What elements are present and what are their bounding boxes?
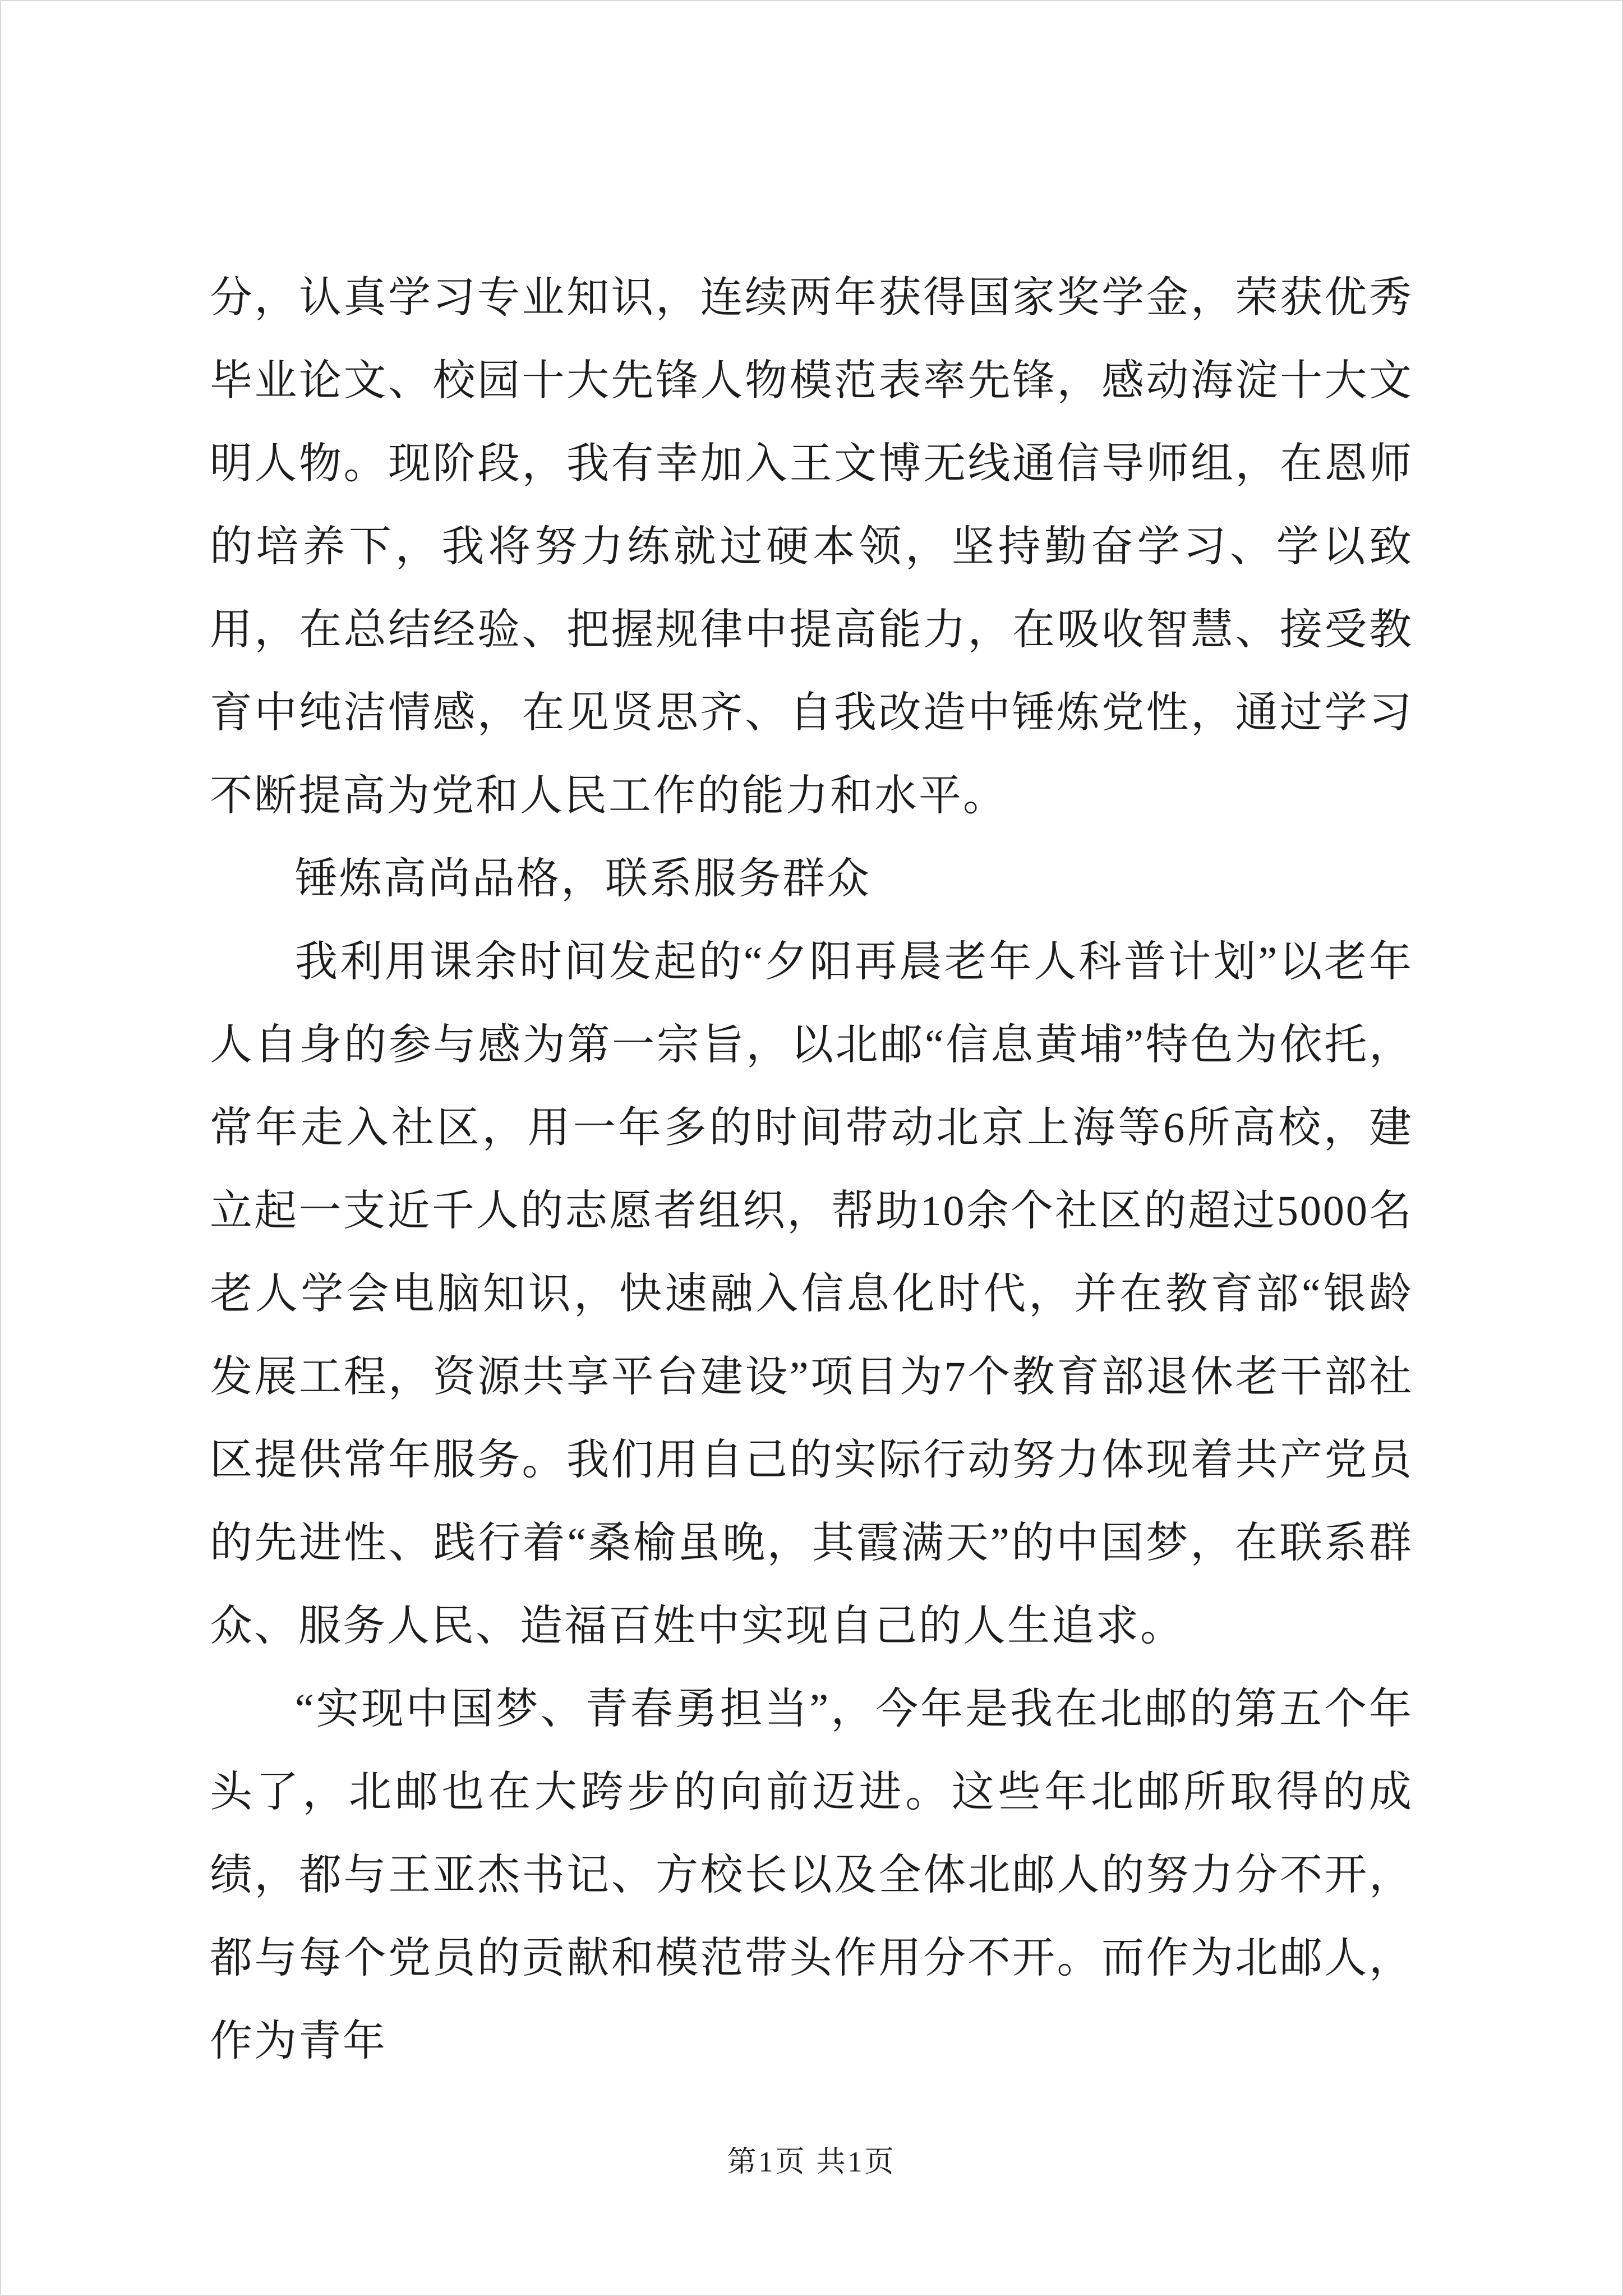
section-heading: 锤炼高尚品格，联系服务群众 — [295, 855, 871, 903]
page-footer — [1, 2138, 1622, 2180]
paragraph: 我利用课余时间发起的“夕阳再晨老年人科普计划”以老年人自身的参与感为第一宗旨，以北邮“信息黄埔”特色为依托，常年走入社区，用一年多的时间带动北京上海等6所高校，建立起一支近千人的志愿者组织，帮助10余个社区的超过5000名老人学会电脑知识，快速融入信息化时代，并在教育部“银龄发展工程，资源共享平台建设”项目为7个教育部退休老干部社区提供常年服务。我们用自己的实际行动努力体现着共产党员的先进性、践行着“桑榆虽晚，其霞满天”的中国梦，在联系群众、服务人民、造福百姓中实现自己的人生追求。 — [210, 938, 1413, 1650]
paragraph: “实现中国梦、青春勇担当”，今年是我在北邮的第五个年头了，北邮也在大跨步的向前迈进。这些年北邮所取得的成绩，都与王亚杰书记、方校长以及全体北邮人的努力分不开，都与每个党员的贡献和模范带头作用分不开。而作为北邮人，作为青年 — [210, 1686, 1413, 2065]
page-number: 第1页 共1页 — [727, 2146, 896, 2178]
paragraph-continued: 分，认真学习专业知识，连续两年获得国家奖学金，荣获优秀毕业论文、校园十大先锋人物模范表率先锋，感动海淀十大文明人物。现阶段，我有幸加入王文博无线通信导师组，在恩师的培养下，我将努力练就过硬本领，坚持勤奋学习、学以致用，在总结经验、把握规律中提高能力，在吸收智慧、接受教育中纯洁情感，在见贤思齐、自我改造中锤炼党性，通过学习不断提高为党和人民工作的能力和水平。 — [210, 274, 1413, 820]
document-body — [210, 256, 1413, 2083]
